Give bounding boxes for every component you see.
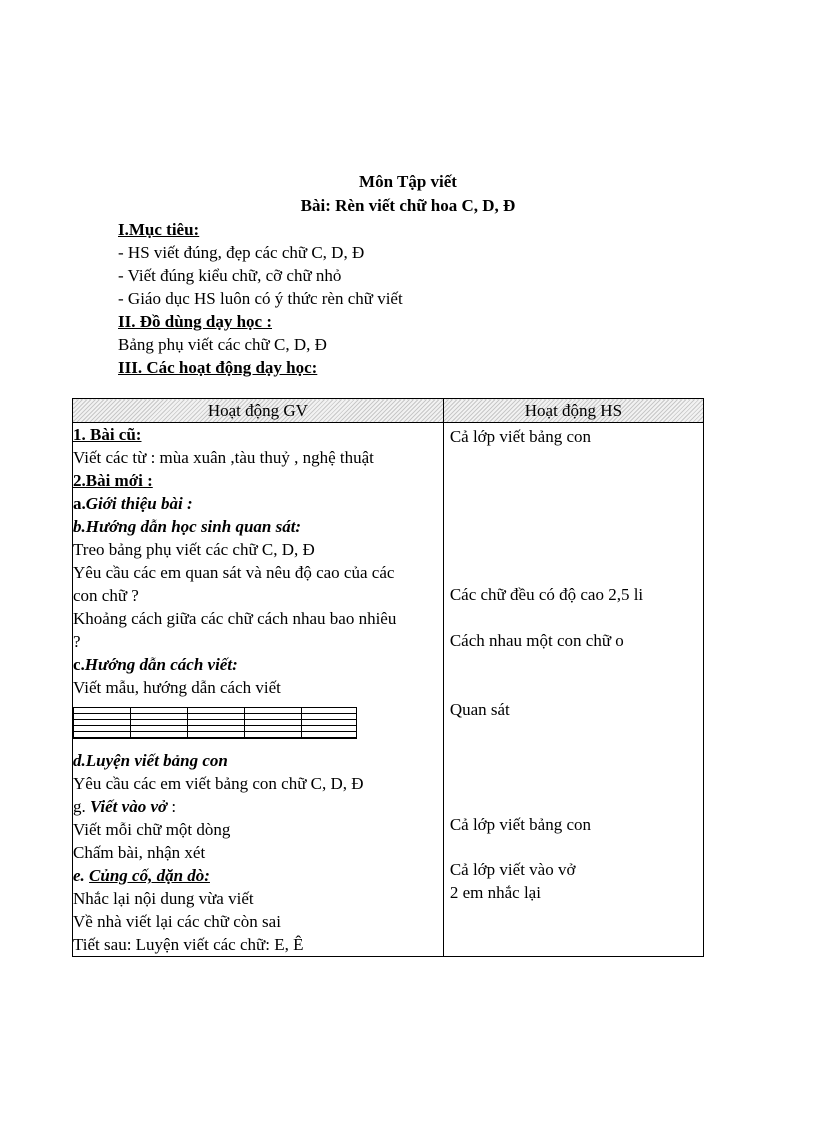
- notebook-line: Chấm bài, nhận xét: [73, 843, 206, 862]
- subject-title: Môn Tập viết: [359, 172, 457, 191]
- student-response: Cả lớp viết vào vở: [449, 860, 576, 879]
- teacher-activities: [73, 423, 444, 957]
- student-response: Các chữ đều có độ cao 2,5 li: [449, 585, 644, 604]
- observe-line: con chữ ?: [73, 586, 139, 605]
- old-lesson-heading: 1. Bài cũ:: [73, 425, 142, 444]
- notebook-line: Viết mỗi chữ một dòng: [73, 820, 231, 839]
- materials-section: [118, 333, 327, 379]
- header-gv: Hoạt động GV: [73, 399, 444, 423]
- observe-line: Treo bảng phụ viết các chữ C, D, Đ: [73, 540, 315, 559]
- student-activities: [443, 423, 703, 957]
- summary-prefix: e.: [73, 866, 90, 885]
- table-header-row: [73, 399, 704, 423]
- student-response: Cách nhau một con chữ o: [449, 631, 624, 650]
- observe-line: ?: [73, 632, 81, 651]
- student-response: Cả lớp viết bảng con: [449, 427, 592, 446]
- objective-item: - Viết đúng kiểu chữ, cỡ chữ nhỏ: [118, 266, 342, 285]
- summary-line: Tiết sau: Luyện viết các chữ: E, Ê: [73, 935, 304, 954]
- summary-heading: Củng cố, dặn dò:: [89, 866, 210, 885]
- lesson-title: Bài: Rèn viết chữ hoa C, D, Đ: [300, 196, 516, 215]
- student-response: 2 em nhắc lại: [449, 883, 541, 902]
- notebook-heading: Viết vào vở: [90, 797, 168, 816]
- handwriting-grid: [73, 707, 357, 739]
- student-response: Quan sát: [449, 700, 510, 719]
- observe-line: Yêu cầu các em quan sát và nêu độ cao của các: [73, 563, 395, 582]
- write-prefix: c.: [73, 655, 85, 674]
- practice-heading: d.Luyện viết bảng con: [73, 751, 228, 770]
- header-hs: Hoạt động HS: [443, 399, 703, 423]
- summary-line: Về nhà viết lại các chữ còn sai: [73, 912, 281, 931]
- summary-line: Nhắc lại nội dung vừa viết: [73, 889, 254, 908]
- activities-table: [72, 398, 704, 957]
- write-heading: Hướng dẫn cách viết:: [84, 655, 238, 674]
- notebook-prefix: g.: [73, 797, 90, 816]
- observe-heading: b.Hướng dẫn học sinh quan sát:: [73, 517, 302, 536]
- objectives-section: [118, 218, 403, 333]
- student-response: Cả lớp viết bảng con: [449, 815, 592, 834]
- materials-heading: II. Đồ dùng dạy học :: [118, 312, 272, 331]
- notebook-suffix: :: [167, 797, 177, 816]
- table-body-row: [73, 423, 704, 957]
- activities-heading: III. Các hoạt động dạy học:: [118, 358, 318, 377]
- intro-heading: Giới thiệu bài :: [85, 494, 193, 513]
- intro-prefix: a.: [73, 494, 86, 513]
- observe-line: Khoảng cách giữa các chữ cách nhau bao nhiêu: [73, 609, 397, 628]
- objective-item: - HS viết đúng, đẹp các chữ C, D, Đ: [118, 243, 365, 262]
- objective-item: - Giáo dục HS luôn có ý thức rèn chữ viết: [118, 289, 403, 308]
- materials-text: Bảng phụ viết các chữ C, D, Đ: [118, 335, 327, 354]
- objectives-heading: I.Mục tiêu:: [118, 220, 200, 239]
- write-line: Viết mẫu, hướng dẫn cách viết: [73, 678, 281, 697]
- practice-line: Yêu cầu các em viết bảng con chữ C, D, Đ: [73, 774, 364, 793]
- new-lesson-heading: 2.Bài mới :: [73, 471, 153, 490]
- old-lesson-task: Viết các từ : mùa xuân ,tàu thuỷ , nghệ thuật: [73, 448, 374, 467]
